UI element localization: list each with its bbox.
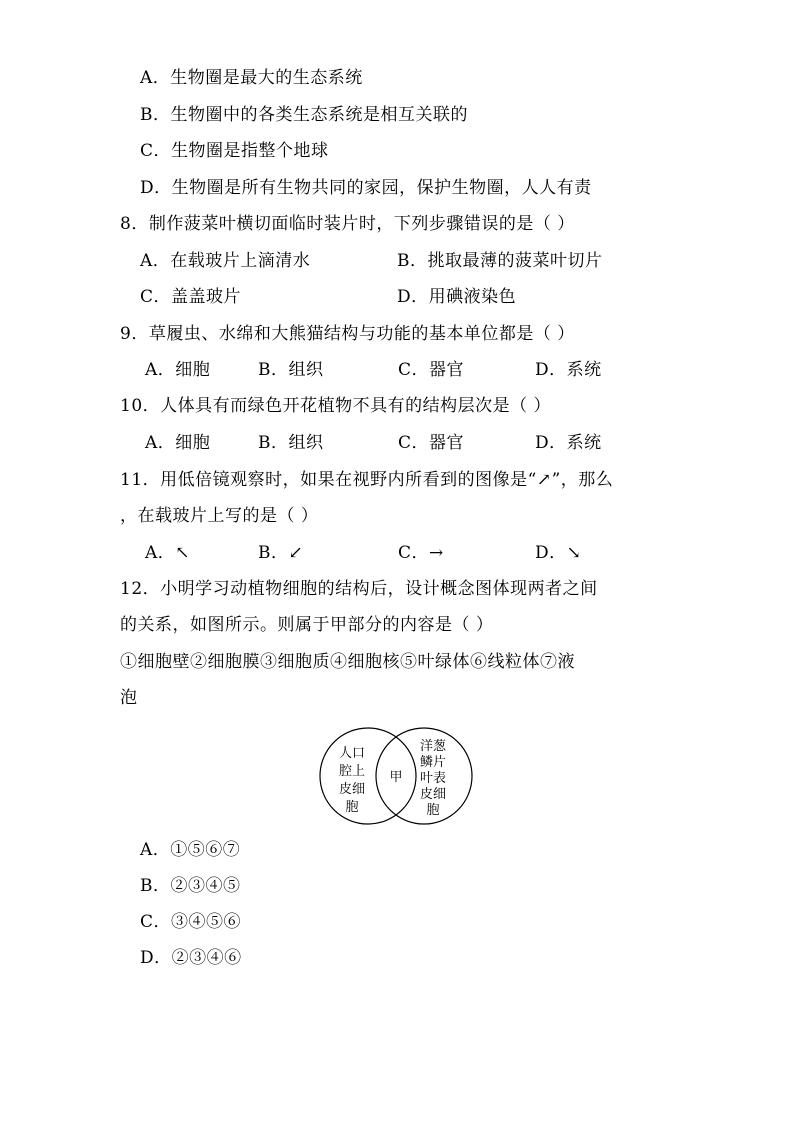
venn-right-line: 洋葱 — [419, 739, 447, 754]
q9-option-a: A．细胞 — [145, 360, 211, 380]
q12-items-line2: 泡 — [120, 688, 138, 708]
q9-option-c: C．器官 — [398, 360, 465, 380]
q7-option-d: D．生物圈是所有生物共同的家园，保护生物圈，人人有责 — [140, 178, 592, 198]
q11-stem-line2: ，在载玻片上写的是（ ） — [120, 506, 319, 526]
q11-option-a: A．↖ — [145, 543, 191, 563]
q11-stem-line1: 11．用低倍镜观察时，如果在视野内所看到的图像是“↗”，那么 — [120, 470, 614, 490]
venn-left-label — [339, 746, 365, 815]
venn-right-line: 鳞片 — [419, 755, 447, 770]
q10-option-a: A．细胞 — [145, 433, 211, 453]
q10-option-d: D．系统 — [535, 433, 602, 453]
venn-right-line: 叶表 — [419, 771, 447, 786]
q12-stem-line2: 的关系，如图所示。则属于甲部分的内容是（ ） — [120, 615, 494, 635]
q11-option-d: D．↘ — [535, 543, 582, 563]
venn-right-line: 胞 — [426, 803, 440, 818]
q9-option-d: D．系统 — [535, 360, 602, 380]
q9-option-b: B．组织 — [258, 360, 324, 380]
venn-diagram — [318, 726, 474, 826]
q8-stem: 8．制作菠菜叶横切面临时装片时，下列步骤错误的是（ ） — [120, 214, 575, 234]
q12-option-b: B．②③④⑤ — [140, 876, 241, 896]
q8-option-a: A．在载玻片上滴清水 — [140, 251, 311, 271]
q8-option-c: C．盖盖玻片 — [140, 287, 242, 307]
q10-stem: 10．人体具有而绿色开花植物不具有的结构层次是（ ） — [120, 396, 552, 416]
venn-left-line: 人口 — [338, 746, 366, 761]
q12-option-d: D．②③④⑥ — [140, 948, 242, 968]
q10-option-b: B．组织 — [258, 433, 324, 453]
q8-option-b: B．挑取最薄的菠菜叶切片 — [397, 251, 603, 271]
q7-option-a: A．生物圈是最大的生态系统 — [140, 68, 363, 88]
q12-option-c: C．③④⑤⑥ — [140, 912, 242, 932]
q10-option-c: C．器官 — [398, 433, 465, 453]
venn-left-line: 胞 — [345, 800, 359, 815]
q11-option-c: C．→ — [398, 543, 444, 563]
venn-left-line: 皮细 — [338, 782, 366, 797]
q12-items-line1: ①细胞壁②细胞膜③细胞质④细胞核⑤叶绿体⑥线粒体⑦液 — [120, 652, 575, 672]
q8-option-d: D．用碘液染色 — [397, 287, 517, 307]
venn-left-line: 腔上 — [338, 764, 366, 779]
venn-right-line: 皮细 — [419, 787, 447, 802]
q12-option-a: A．①⑤⑥⑦ — [140, 840, 241, 860]
q7-option-b: B．生物圈中的各类生态系统是相互关联的 — [140, 105, 468, 125]
q9-stem: 9．草履虫、水绵和大熊猫结构与功能的基本单位都是（ ） — [120, 324, 575, 344]
venn-center-label: 甲 — [389, 770, 403, 785]
q11-option-b: B．↙ — [258, 543, 304, 563]
q12-stem-line1: 12．小明学习动植物细胞的结构后，设计概念图体现两者之间 — [120, 579, 598, 599]
q7-option-c: C．生物圈是指整个地球 — [140, 141, 329, 161]
venn-right-label — [420, 738, 447, 818]
